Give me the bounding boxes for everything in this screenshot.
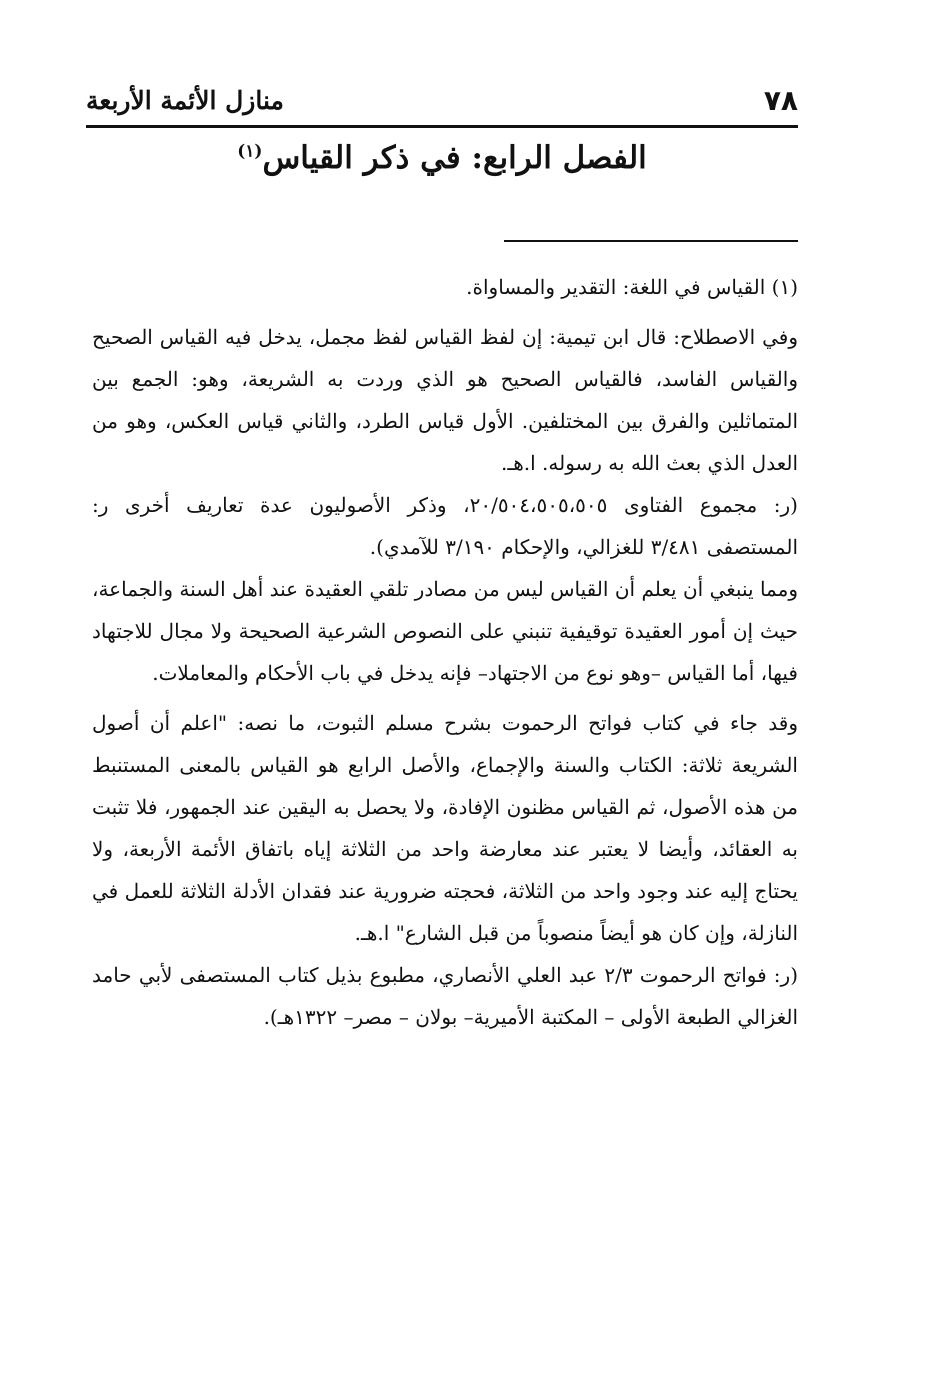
chapter-title-text: الفصل الرابع: في ذكر القياس: [262, 140, 647, 176]
header-rule: [86, 125, 798, 128]
running-header: [86, 78, 798, 122]
footnote-paragraph: وفي الاصطلاح: قال ابن تيمية: إن لفظ القياس لفظ مجمل، يدخل فيه القياس الصحيح والقياس الفاسد، فالقياس الصحيح هو الذي وردت به الشريعة، وهو: الجمع بين المتماثلين والفرق بين المختلفين. الأول قياس الطرد، والثاني قياس العكس، وهو من العدل الذي بعث الله به رسوله. ا.هـ.: [92, 325, 798, 475]
footnote-marker: (١): [237, 141, 263, 162]
footnote-paragraph: (ر: فواتح الرحموت ٢/٣ عبد العلي الأنصاري، مطبوع بذيل كتاب المستصفى لأبي حامد الغزالي الطبعة الأولى – المكتبة الأميرية– بولان – مصر– ١٣٢٢هـ).: [92, 963, 799, 1029]
footnote-rule: [504, 240, 798, 242]
running-title: منازل الأئمة الأربعة: [86, 85, 284, 115]
footnote-paragraph: ومما ينبغي أن يعلم أن القياس ليس من مصادر تلقي العقيدة عند أهل السنة والجماعة، حيث إن أمور العقيدة توقيفية تنبني على النصوص الشرعية الصحيحة ولا مجال للاجتهاد فيها، أما القياس –وهو نوع من الاجتهاد– فإنه يدخل في باب الأحكام والمعاملات.: [92, 577, 798, 685]
footnote-paragraph: (ر: مجموع الفتاوى ٢٠/٥٠٤،٥٠٥،٥٠٥، وذكر الأصوليون عدة تعاريف أخرى ر: المستصفى ٣/٤٨١ للغزالي، والإحكام ٣/١٩٠ للآمدي).: [92, 493, 798, 559]
page-number: ٧٨: [763, 83, 798, 117]
footnotes-section: [92, 266, 798, 1038]
footnote-paragraph: (١) القياس في اللغة: التقدير والمساواة.: [466, 275, 798, 299]
chapter-title: [86, 140, 798, 200]
footnote-paragraph: وقد جاء في كتاب فواتح الرحموت بشرح مسلم الثبوت، ما نصه: "اعلم أن أصول الشريعة ثلاثة: الكتاب والسنة والإجماع، والأصل الرابع هو القياس بالمعنى المستنبط من هذه الأصول، ثم القياس مظنون الإفادة، ولا يحصل به اليقين عند الجمهور، فلا تثبت به العقائد، وأيضا لا يعتبر عند معارضة واحد من الثلاثة إياه باتفاق الأئمة الأربعة، ولا يحتاج إليه عند وجود واحد من الثلاثة، فحجته ضرورية عند فقدان الأدلة الثلاثة للعمل في النازلة، وإن كان هو أيضاً منصوباً من قبل الشارع" ا.هـ.: [92, 711, 798, 945]
